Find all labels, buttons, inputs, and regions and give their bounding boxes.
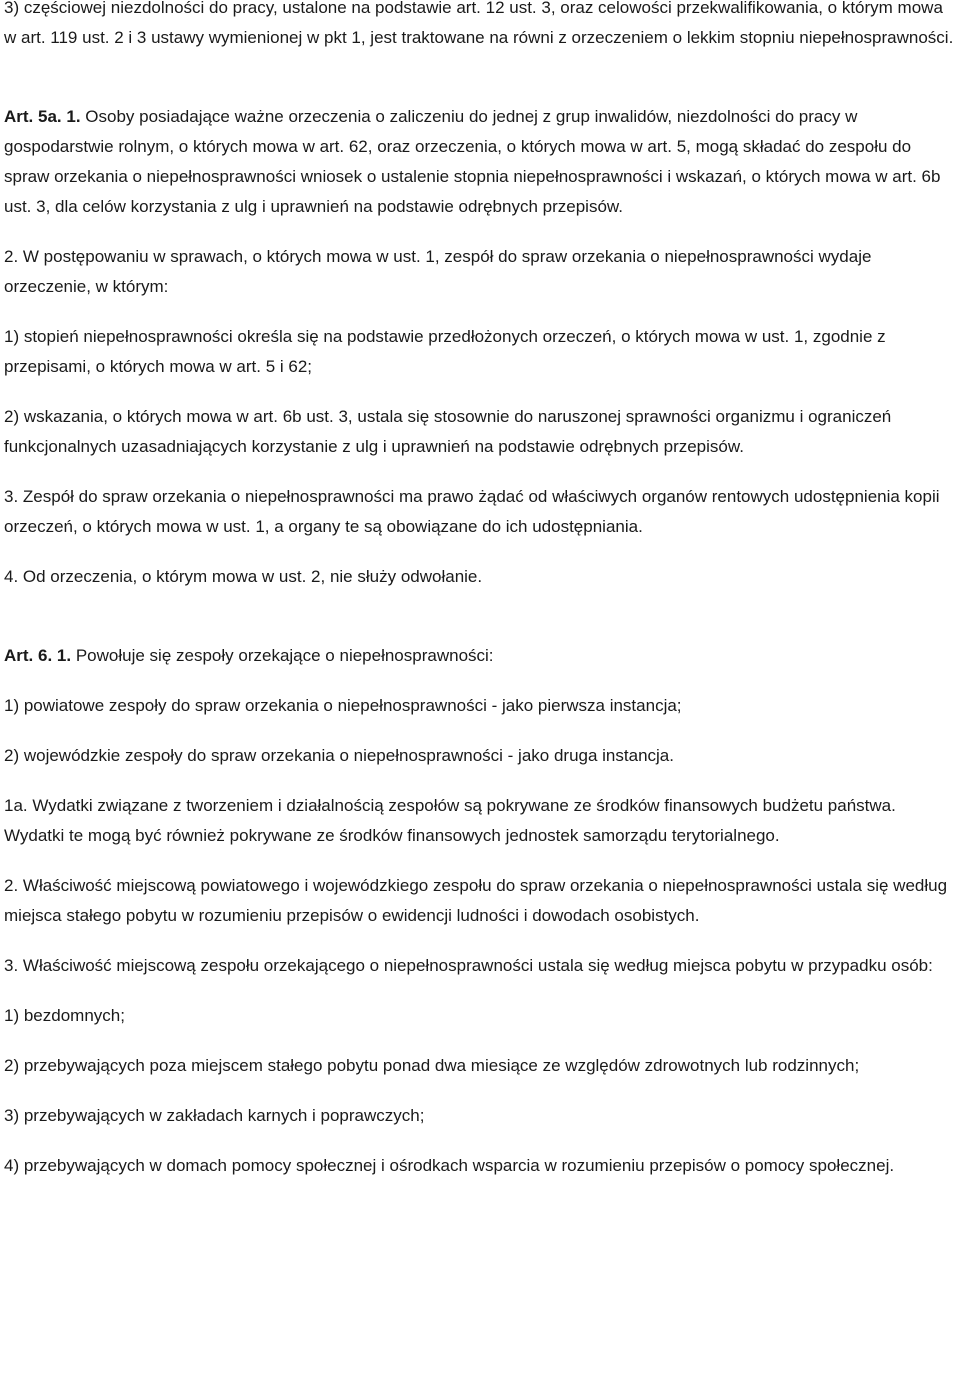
- art5a-p1-text: Osoby posiadające ważne orzeczenia o zaliczeniu do jednej z grup inwalidów, niezdolności do pracy w gospodarstwie rolnym, o których mowa w art. 62, oraz orzeczenia, o których mowa w art. 5, mogą składać do zespołu do spraw orzekania o niepełnosprawności wniosek o ustalenie stopnia niepełnosprawności i wskazań, o których mowa w art. 6b ust. 3, dla celów korzystania z ulg i uprawnień na podstawie odrębnych przepisów.: [4, 107, 941, 216]
- art6-paragraph-2: 2. Właściwość miejscową powiatowego i wojewódzkiego zespołu do spraw orzekania o niepełnosprawności ustala się według miejsca stałego pobytu w rozumieniu przepisów o ewidencji ludności i dowodach osobistych.: [4, 876, 948, 925]
- art6-p3-item-1: 1) bezdomnych;: [4, 1006, 125, 1025]
- document-page: [4, 0, 956, 1181]
- art5a-paragraph-3: 3. Zespół do spraw orzekania o niepełnosprawności ma prawo żądać od właściwych organów rentowych udostępnienia kopii orzeczeń, o których mowa w ust. 1, a organy te są obowiązane do ich udostępniania.: [4, 487, 940, 536]
- art6-paragraph-1a: 1a. Wydatki związane z tworzeniem i działalnością zespołów są pokrywane ze środków finansowych budżetu państwa. Wydatki te mogą być również pokrywane ze środków finansowych jednostek samorządu terytorialnego.: [4, 796, 896, 845]
- spacer: [4, 53, 956, 102]
- art6-p3-item-2: 2) przebywających poza miejscem stałego pobytu ponad dwa miesiące ze względów zdrowotnych lub rodzinnych;: [4, 1056, 860, 1075]
- art6-p3-item-3: 3) przebywających w zakładach karnych i poprawczych;: [4, 1106, 425, 1125]
- art5a-p2-item-1: 1) stopień niepełnosprawności określa się na podstawie przedłożonych orzeczeń, o których mowa w ust. 1, zgodnie z przepisami, o których mowa w art. 5 i 62;: [4, 327, 886, 376]
- art5a-p2-item-2: 2) wskazania, o których mowa w art. 6b ust. 3, ustala się stosownie do naruszonej sprawności organizmu i ograniczeń funkcjonalnych uzasadniających korzystanie z ulg i uprawnień na podstawie odrębnych przepisów.: [4, 407, 892, 456]
- art5a-paragraph-2: 2. W postępowaniu w sprawach, o których mowa w ust. 1, zespół do spraw orzekania o niepełnosprawności wydaje orzeczenie, w którym:: [4, 247, 872, 296]
- art6-p1-item-2: 2) wojewódzkie zespoły do spraw orzekania o niepełnosprawności - jako druga instancja.: [4, 746, 674, 765]
- art6-p1-text: Powołuje się zespoły orzekające o niepełnosprawności:: [75, 646, 494, 665]
- continuation-paragraph: 3) częściowej niezdolności do pracy, ustalone na podstawie art. 12 ust. 3, oraz celowości przekwalifikowania, o którym mowa w art. 119 ust. 2 i 3 ustawy wymienionej w pkt 1, jest traktowane na równi z orzeczeniem o lekkim stopniu niepełnosprawności.: [4, 0, 954, 47]
- art6-paragraph-1: [4, 641, 956, 671]
- art5a-paragraph-1: [4, 102, 956, 222]
- art5a-paragraph-4: 4. Od orzeczenia, o którym mowa w ust. 2, nie służy odwołanie.: [4, 567, 483, 586]
- art5a-p1-number: 1.: [66, 107, 81, 126]
- art6-paragraph-3: 3. Właściwość miejscową zespołu orzekającego o niepełnosprawności ustala się według miejsca pobytu w przypadku osób:: [4, 956, 933, 975]
- art5a-heading: Art. 5a.: [4, 107, 62, 126]
- art6-p1-item-1: 1) powiatowe zespoły do spraw orzekania o niepełnosprawności - jako pierwsza instancja;: [4, 696, 682, 715]
- art6-heading: Art. 6.: [4, 646, 53, 665]
- art6-p3-item-4: 4) przebywających w domach pomocy społecznej i ośrodkach wsparcia w rozumieniu przepisów o pomocy społecznej.: [4, 1156, 895, 1175]
- art6-p1-number: 1.: [56, 646, 72, 665]
